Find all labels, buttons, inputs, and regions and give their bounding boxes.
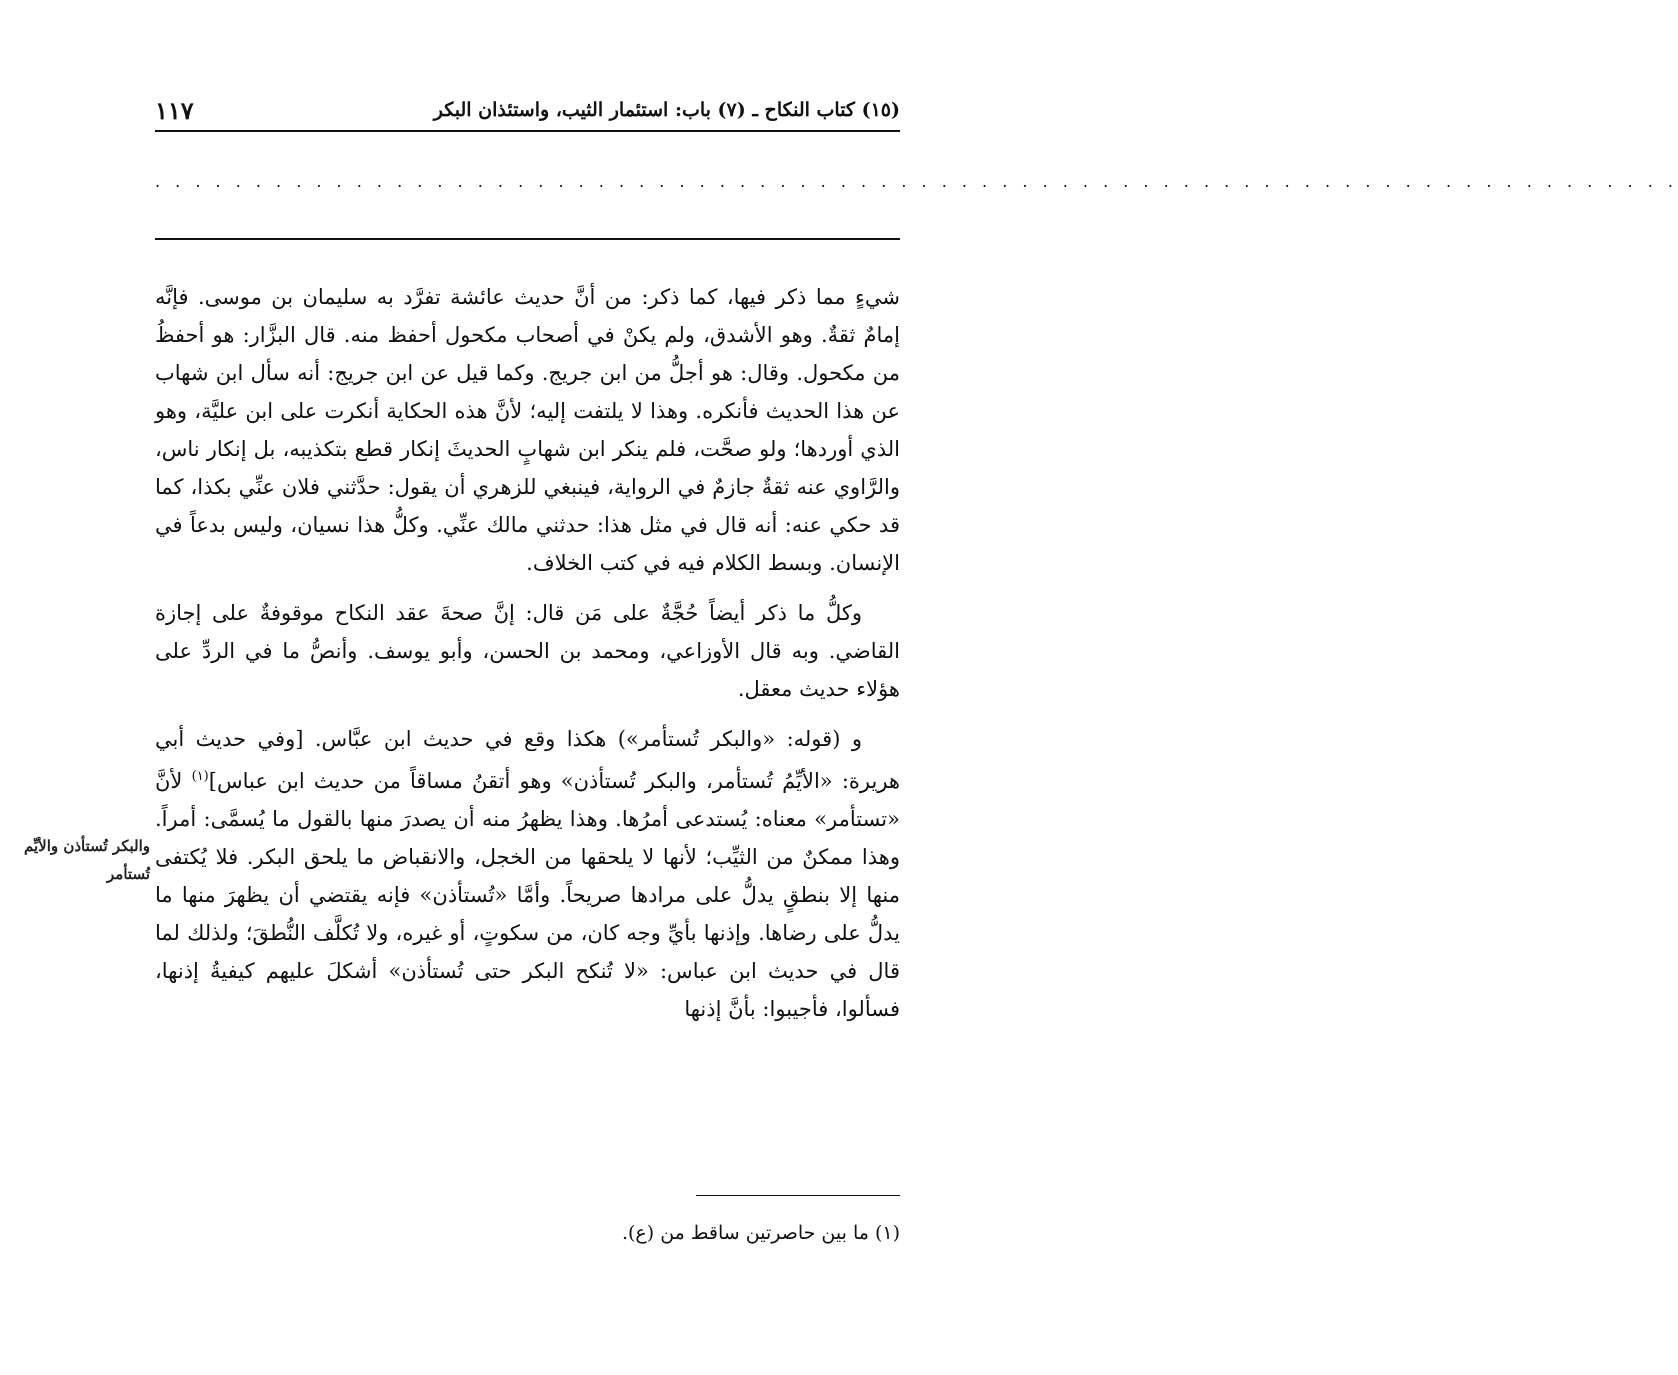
footnote-rule xyxy=(696,1195,900,1196)
body-text xyxy=(155,278,900,1040)
header-title: (١٥) كتاب النكاح ـ (٧) باب: استئمار الثيب، واستئذان البكر xyxy=(433,99,900,121)
page-number: ١١٧ xyxy=(155,95,194,125)
omission-dots: . . . . . . . . . . . . . . . . . . . . . . . . . . . . . . . . . . . . . . . . . . . . . . . . . . . . . . . . . . . . . . . . . . . . . . . . . . . . xyxy=(155,172,1678,191)
paragraph-1: شيءٍ مما ذكر فيها، كما ذكر: من أنَّ حديث عائشة تفرَّد به سليمان بن موسى. فإنَّه إمامٌ ثقةٌ. وهو الأشدق، ولم يكنْ في أصحاب مكحول أحفظ منه. قال البزَّار: هو أحفظُ من مكحول. وقال: هو أجلُّ من ابن جريج. وكما قيل عن ابن جريج: أنه سأل ابن شهاب عن هذا الحديث فأنكره. وهذا لا يلتفت إليه؛ لأنَّ هذه الحكاية أنكرت على ابن عليَّة، وهو الذي أوردها؛ ولو صحَّت، فلم ينكر ابن شهابٍ الحديثَ إنكار قطع بتكذيبه، بل إنكار ناس، والرَّاوي عنه ثقةٌ جازمٌ في الرواية، فينبغي للزهري أن يقول: حدَّثني فلان عنِّي بكذا، كما قد حكي عنه: أنه قال في مثل هذا: حدثني مالك عنِّي. وكلُّ هذا نسيان، وليس بدعاً في الإنسان. وبسط الكلام فيه في كتب الخلاف. xyxy=(155,285,900,575)
paragraph-3-rest: لأنَّ «تستأمر» معناه: يُستدعى أمرُها. وهذا يظهرُ منه أن يصدرَ منها بالقول ما يُسمَّى: أمراً. وهذا ممكنٌ من الثيِّب؛ لأنها لا يلحقها من الخجل، والانقباض ما يلحق البكر. فلا يُكتفى منها إلا بنطقٍ يدلُّ على مرادها صريحاً. وأمَّا «تُستأذن» فإنه يقتضي أن يظهرَ منها ما يدلُّ على رضاها. وإذنها بأيِّ وجه كان، من سكوتٍ، أو غيره، ولا تُكلَّف النُّطقَ؛ ولذلك لما قال في حديث ابن عباس: «لا تُنكح البكر حتى تُستأذن» أشكلَ عليهم كيفيةُ إذنها، فسألوا، فأجيبوا: بأنَّ إذنها xyxy=(155,769,900,1021)
margin-note: والبكر تُستأذن والأيِّم تُستأمر xyxy=(24,837,150,883)
paragraph-3 xyxy=(155,720,900,1028)
paragraph-2: وكلُّ ما ذكر أيضاً حُجَّةٌ على مَن قال: إنَّ صحةَ عقد النكاح موقوفةٌ على إجازة القاضي. وبه قال الأوزاعي، ومحمد بن الحسن، وأبو يوسف. وأنصُّ ما في الردِّ على هؤلاء حديث معقل. xyxy=(155,601,900,701)
header-rule xyxy=(155,130,900,132)
running-header xyxy=(155,90,900,130)
footnote: (١) ما بين حاصرتين ساقط من (ع). xyxy=(621,1222,900,1244)
paragraph-3-start: و (قوله: «والبكر تُستأمر») هكذا وقع في حديث ابن عبَّاس. [وفي حديث أبي هريرة: «الأيِّمُ تُستأمر، والبكر تُستأذن» وهو أتقنُ مساقاً من حديث ابن عباس] xyxy=(155,727,901,793)
separator-rule xyxy=(155,238,900,240)
footnote-ref: (١) xyxy=(191,769,209,784)
